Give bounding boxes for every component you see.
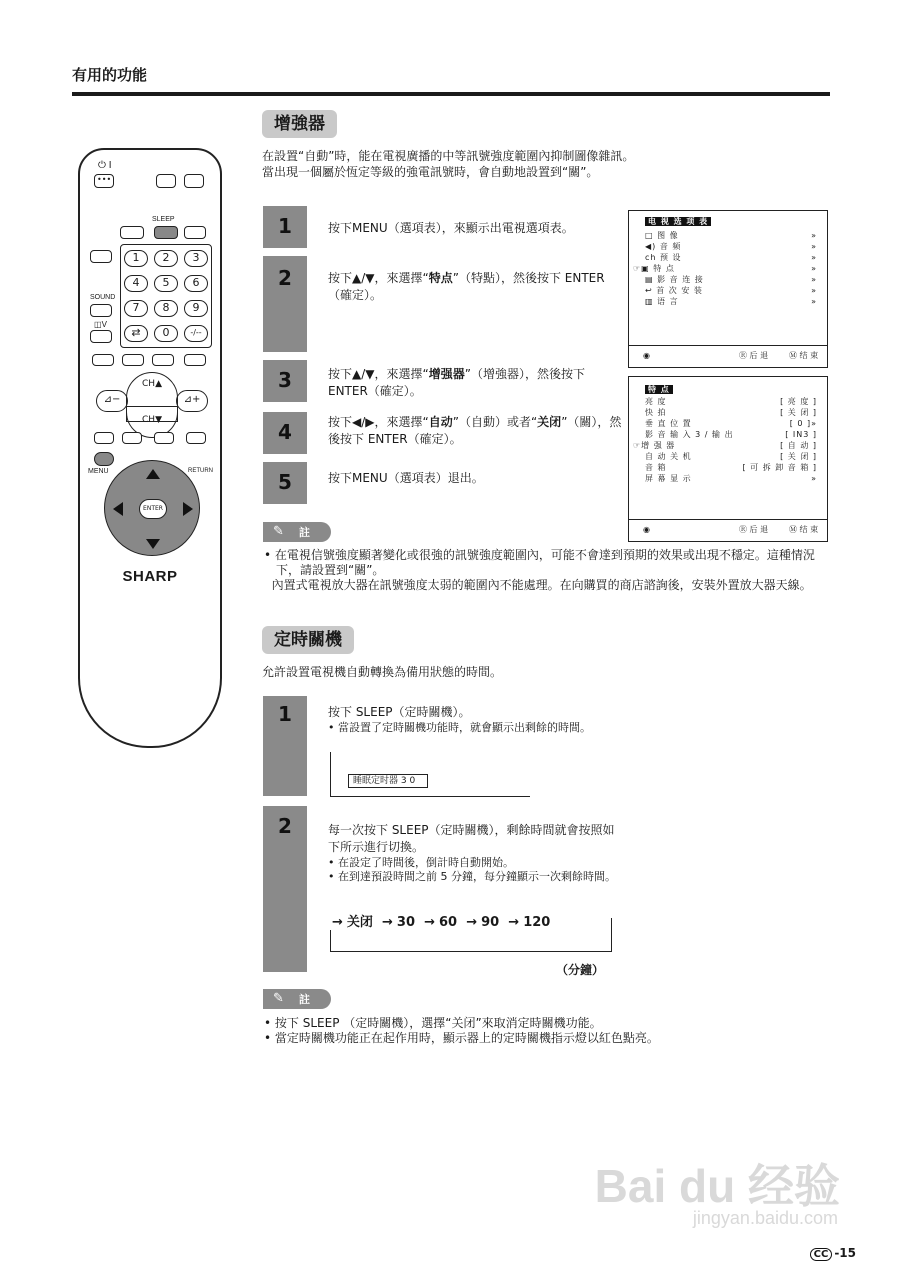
feature-row: 自 动 关 机 [ 关 闭 ] [645, 452, 817, 461]
step-band [263, 806, 307, 972]
arrow-icon: → [332, 915, 343, 930]
enhancer-heading: 增強器 [262, 110, 337, 138]
sleep-timer-notes [262, 1016, 822, 1046]
sleep-timer-display: 睡眠定时器 3 0 [348, 774, 428, 788]
enhancer-intro [262, 148, 634, 180]
feature-row-enhancer: ☞增 强 器 [ 自 动 ] [633, 441, 817, 450]
color-button-3 [152, 354, 174, 366]
sleep-timer-intro: 允許設置電視機自動轉換為備用狀態的時間。 [262, 665, 503, 679]
sleep-step-2-text [328, 822, 618, 884]
sound-button [90, 304, 112, 317]
left-arrow-icon [113, 502, 123, 516]
key-7: 7 [124, 300, 148, 317]
cycle-item: 关闭 [345, 911, 375, 930]
nav-icon: ◉ [643, 525, 650, 534]
menu-footer [643, 525, 821, 537]
menu-row-language: ▥ 语 言 » [645, 297, 817, 306]
features-menu [628, 376, 828, 542]
sleep-step-1-text [328, 704, 628, 735]
menu-title: 特 点 [645, 385, 673, 394]
menu-divider [629, 345, 827, 346]
cc-badge-icon: CC [810, 1248, 833, 1261]
dpad [104, 460, 200, 556]
feature-row: 屏 幕 显 示 » [645, 474, 817, 483]
paperclip-icon: ✎ [273, 991, 284, 1006]
vol-up-button: ⊿+ [176, 390, 208, 412]
step-4-text: 按下◀/▶，來選擇“自动”（自動）或者“关闭”（關），然後按下 ENTER（確定）。 [328, 415, 622, 446]
display-bracket [330, 752, 331, 796]
tv-options-menu [628, 210, 828, 368]
key-2: 2 [154, 250, 178, 267]
fn-button-2 [122, 432, 142, 444]
menu-button [94, 452, 114, 466]
key-1: 1 [124, 250, 148, 267]
audio-button [90, 250, 112, 263]
step-number: 3 [278, 368, 292, 392]
enhancer-notes [262, 548, 822, 593]
tv-button [120, 226, 144, 239]
step-number: 4 [278, 420, 292, 444]
key-4: 4 [124, 275, 148, 292]
display-button [156, 174, 176, 188]
power-icon: ⏻ I [98, 160, 112, 171]
menu-label: MENU [88, 468, 109, 475]
sleep-label: SLEEP [152, 216, 175, 223]
key-9: 9 [184, 300, 208, 317]
cycle-item: 30 [396, 915, 416, 930]
cycle-item: 90 [481, 915, 500, 930]
menu-row-setup: ↩ 首 次 安 装 » [645, 286, 817, 295]
color-button-4 [184, 354, 206, 366]
key-3: 3 [184, 250, 208, 267]
display-underline [330, 796, 530, 797]
color-button-1 [92, 354, 114, 366]
feature-row: 垂 直 位 置 [ 0 ]» [645, 419, 817, 428]
note-item: 內置式電視放大器在訊號強度太弱的範圍內不能處理。在向購買的商店諮詢後，安裝外置放大器天線。 [271, 578, 812, 592]
minutes-unit: （分鐘） [556, 963, 605, 977]
step-1-text: 按下MENU（選項表），來顯示出電視選項表。 [328, 221, 574, 235]
feature-row: 音 箱 [ 可 拆 卸 音 箱 ] [645, 463, 817, 472]
enhancer-intro-line-2: 當出現一個屬於恆定等級的強電訊號時，會自動地設置到“關”。 [262, 165, 599, 179]
step-band [263, 462, 307, 504]
step-number: 1 [278, 702, 292, 726]
step-number: 2 [278, 814, 292, 838]
feature-row: 影 音 输 入 3 / 输 出 [ IN3 ] [645, 430, 817, 439]
key-6: 6 [184, 275, 208, 292]
step-3-text: 按下▲/▼，來選擇“增强器”（增強器），然後按下 ENTER（確定）。 [328, 367, 585, 398]
step-number: 1 [278, 214, 292, 238]
iv-label: ◫V [94, 320, 107, 329]
watermark-url: jingyan.baidu.com [692, 1208, 838, 1228]
sleep-step-2-sub: • 在設定了時間後，倒計時自動開始。 [328, 856, 514, 869]
remote-control [78, 148, 222, 748]
back-hint: Ⓡ 后 退 [739, 525, 769, 534]
page-title: 有用的功能 [72, 66, 148, 84]
end-hint: Ⓜ 结 束 [789, 351, 819, 360]
back-hint: Ⓡ 后 退 [739, 351, 769, 360]
sleep-step-2-main: 每一次按下 SLEEP（定時關機），剩餘時間就會按照如下所示進行切換。 [328, 823, 615, 854]
note-badge: ✎ 註 [263, 522, 331, 542]
key-flashback: ⇄ [124, 325, 148, 342]
sleep-step-1-main: 按下 SLEEP（定時關機）。 [328, 705, 471, 719]
right-arrow-icon [183, 502, 193, 516]
step-band [263, 256, 307, 352]
key-0: 0 [154, 325, 178, 342]
watermark-logo: Bai du 经验 [594, 1160, 840, 1212]
note-item: • 在電視信號強度顯著變化或很強的訊號強度範圍內，可能不會達到預期的效果或出現不穩定。這種情況下，請設置到“關”。 [264, 548, 815, 577]
paperclip-icon: ✎ [273, 524, 284, 539]
power-button: ••• [94, 174, 114, 188]
step-band [263, 412, 307, 454]
sleep-step-2-sub: • 在到達預設時間之前 5 分鐘，每分鐘顯示一次剩餘時間。 [328, 870, 616, 883]
enter-button: ENTER [139, 499, 167, 519]
end-hint: Ⓜ 结 束 [789, 525, 819, 534]
menu-row-preset: ch 预 设 » [645, 253, 817, 262]
arrow-icon: → [466, 915, 478, 930]
feature-row: 快 拍 [ 关 闭 ] [645, 408, 817, 417]
arrow-icon: → [382, 915, 393, 930]
step-band [263, 696, 307, 796]
input-button [184, 174, 204, 188]
sound-label: SOUND [90, 294, 116, 301]
fn-button-4 [186, 432, 206, 444]
down-arrow-icon [146, 539, 160, 549]
nav-icon: ◉ [643, 351, 650, 360]
key-5: 5 [154, 275, 178, 292]
note-item: • 當定時關機功能正在起作用時，顯示器上的定時關機指示燈以紅色點亮。 [264, 1031, 659, 1045]
mute-button [184, 226, 206, 239]
ch-down-button: CH▼ [126, 406, 178, 438]
note-item: • 按下 SLEEP （定時關機），選擇“关闭”來取消定時關機功能。 [264, 1016, 602, 1030]
menu-row-audio: ◀) 音 频 » [645, 242, 817, 251]
brand-logo: SHARP [122, 568, 178, 585]
note-badge: ✎ 註 [263, 989, 331, 1009]
menu-row-av-link: ▤ 影 音 连 接 » [645, 275, 817, 284]
menu-title: 电 视 选 项 表 [645, 217, 711, 226]
menu-row-picture: □ 图 像 » [645, 231, 817, 240]
page-number: CC -15 [810, 1246, 856, 1261]
color-button-2 [122, 354, 144, 366]
step-band [263, 206, 307, 248]
step-2-text: 按下▲/▼，來選擇“特点”（特點），然後按下 ENTER（確定）。 [328, 271, 605, 302]
vol-down-button: ⊿− [96, 390, 128, 412]
step-5-text: 按下MENU（選項表）退出。 [328, 471, 484, 485]
key-dash: -/-- [184, 325, 208, 342]
menu-footer [643, 351, 821, 363]
up-arrow-icon [146, 469, 160, 479]
arrow-icon: → [508, 915, 520, 930]
fn-button-1 [94, 432, 114, 444]
step-band [263, 360, 307, 402]
sleep-button [154, 226, 178, 239]
step-number: 5 [278, 470, 292, 494]
return-label: RETURN [188, 468, 213, 474]
header-divider [72, 92, 830, 96]
cycle-item: 60 [439, 915, 458, 930]
sleep-timer-heading: 定時關機 [262, 626, 354, 654]
key-8: 8 [154, 300, 178, 317]
menu-row-features: ☞▣ 特 点 » [633, 264, 817, 273]
iv-button [90, 330, 112, 343]
cycle-item: 120 [523, 915, 551, 930]
step-number: 2 [278, 266, 292, 290]
ch-up-button: CH▲ [126, 372, 178, 422]
menu-divider [629, 519, 827, 520]
arrow-icon: → [424, 915, 436, 930]
feature-row: 亮 度 [ 亮 度 ] [645, 397, 817, 406]
sleep-step-1-sub: • 當設置了定時關機功能時，就會顯示出剩餘的時間。 [328, 721, 591, 734]
cycle-sequence [330, 911, 552, 930]
fn-button-3 [154, 432, 174, 444]
enhancer-intro-line-1: 在設置“自動”時，能在電視廣播的中等訊號強度範圍內抑制圖像雜訊。 [262, 149, 635, 163]
